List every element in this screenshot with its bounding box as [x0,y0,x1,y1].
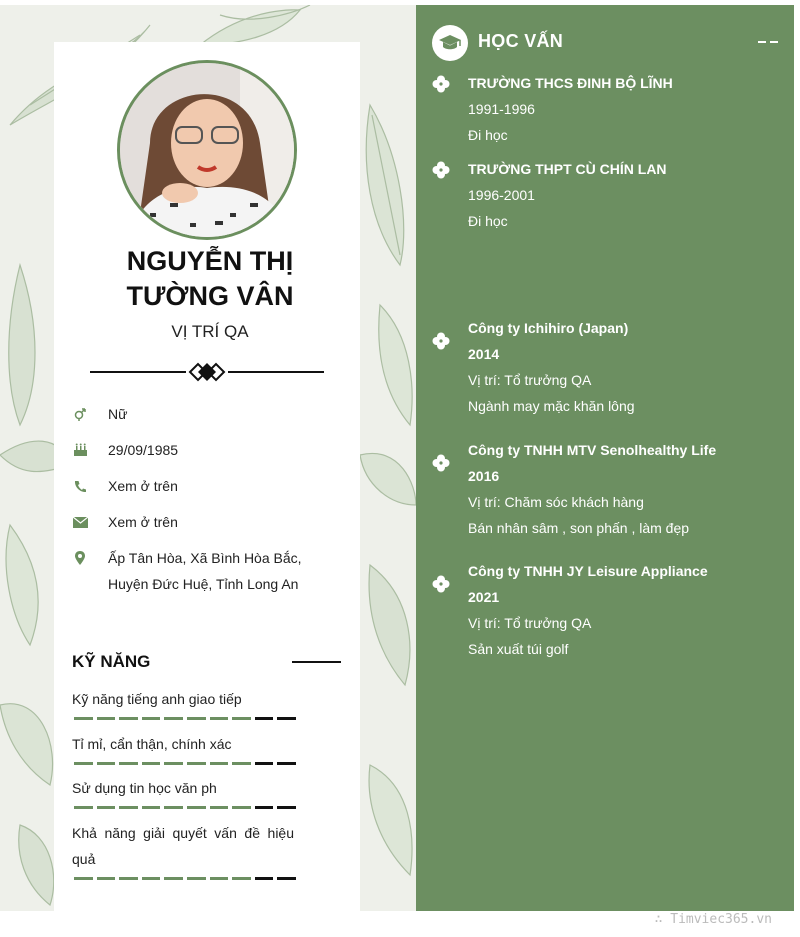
skill-bar-filled-segment [187,717,206,720]
skill-bar-filled-segment [142,762,161,765]
skill-bar-empty-segment [255,717,274,720]
skill-bar-empty-segment [255,877,274,880]
skill-bar [74,717,296,720]
work-role: Vị trí: Tổ trưởng QA [468,372,592,388]
birthday-value: 29/09/1985 [108,442,179,458]
school-years: 1996-2001 [468,187,535,203]
skill-bar-filled-segment [142,806,161,809]
skill-bar-filled-segment [74,717,93,720]
email-value: Xem ở trên [108,514,178,530]
school-note: Đi học [468,213,508,229]
skill-bar [74,806,296,809]
education-entry [468,156,768,234]
work-role: Vị trí: Tổ trưởng QA [468,615,592,631]
clover-bullet-icon [432,75,450,93]
company-name: Công ty TNHH MTV Senolhealthy Life [468,442,717,458]
experience-entry [468,315,768,419]
skill-bar-filled-segment [74,877,93,880]
skill-bar-filled-segment [187,762,206,765]
skill-label: Sử dụng tin học văn ph [72,780,217,796]
education-heading: HỌC VẤN [478,31,564,51]
skill-bar-filled-segment [232,806,251,809]
address-value: Ấp Tân Hòa, Xã Bình Hòa Bắc, Huyện Đức Huệ, Tỉnh Long An [108,550,302,592]
experience-entry [468,437,768,541]
job-position: VỊ TRÍ QA [171,322,249,341]
skill-bar-filled-segment [119,877,138,880]
skill-bar-filled-segment [164,877,183,880]
clover-bullet-icon [432,161,450,179]
skill-bar [74,877,296,880]
work-description: Sản xuất túi golf [468,641,569,657]
skill-bar-filled-segment [232,877,251,880]
skill-bar-filled-segment [142,877,161,880]
skill-bar-filled-segment [119,806,138,809]
school-years: 1991-1996 [468,101,535,117]
company-name: Công ty TNHH JY Leisure Appliance [468,563,708,579]
skill-bar-filled-segment [164,806,183,809]
map-pin-icon [72,545,88,571]
full-name [90,244,330,314]
clover-bullet-icon [432,575,450,593]
skill-bar-filled-segment [164,717,183,720]
skill-bar-filled-segment [97,877,116,880]
skill-bar-empty-segment [277,877,296,880]
clover-bullet-icon [432,454,450,472]
skill-label: Kỹ năng tiếng anh giao tiếp [72,691,242,707]
school-name: TRƯỜNG THCS ĐINH BỘ LĨNH [468,75,673,91]
skill-bar-filled-segment [97,717,116,720]
skill-bar-filled-segment [97,762,116,765]
skill-bar-filled-segment [187,877,206,880]
envelope-icon [72,509,88,535]
school-note: Đi học [468,127,508,143]
skill-bar-filled-segment [164,762,183,765]
phone-icon [72,473,88,499]
right-panel [416,5,794,911]
name-line-2: TƯỜNG VÂN [126,281,294,311]
skill-bar-filled-segment [210,762,229,765]
skill-bar-filled-segment [187,806,206,809]
skill-bar-filled-segment [97,806,116,809]
name-line-1: NGUYỄN THỊ [126,246,294,276]
heading-dash [758,41,778,43]
company-name: Công ty Ichihiro (Japan) [468,320,629,336]
skill-bar [74,762,296,765]
skill-bar-filled-segment [210,877,229,880]
experience-entry [468,558,768,662]
gender-value: Nữ [108,406,128,422]
skill-bar-filled-segment [74,806,93,809]
work-description: Ngành may mặc khăn lông [468,398,635,414]
skills-heading: KỸ NĂNG [72,652,151,671]
skill-bar-empty-segment [277,717,296,720]
skill-bar-filled-segment [232,717,251,720]
birthday-cake-icon [72,437,88,463]
skills-heading-rule [292,661,341,663]
work-year: 2014 [468,346,500,362]
skill-label: Tỉ mỉ, cẩn thận, chính xác [72,736,232,752]
skill-bar-filled-segment [119,717,138,720]
work-role: Vị trí: Chăm sóc khách hàng [468,494,644,510]
skill-bar-filled-segment [232,762,251,765]
skill-bar-empty-segment [277,806,296,809]
skill-bar-filled-segment [74,762,93,765]
education-entry [468,70,768,148]
avatar [117,60,297,240]
clover-bullet-icon [432,332,450,350]
avatar-photo-graphic [120,63,294,237]
skill-bar-empty-segment [255,806,274,809]
gender-icon [72,401,88,427]
watermark: ∴ Timviec365.vn [654,912,772,927]
skill-label: Khả năng giải quyết vấn đề hiệu quả [72,825,294,867]
skill-bar-filled-segment [210,806,229,809]
skill-bar-filled-segment [210,717,229,720]
skill-bar-filled-segment [119,762,138,765]
ornament-divider [90,360,324,384]
graduation-cap-icon [432,25,468,61]
skill-bar-empty-segment [255,762,274,765]
school-name: TRƯỜNG THPT CÙ CHÍN LAN [468,161,667,177]
work-year: 2021 [468,589,500,605]
skill-bar-filled-segment [142,717,161,720]
work-description: Bán nhân sâm , son phấn , làm đẹp [468,520,690,536]
work-year: 2016 [468,468,500,484]
phone-value: Xem ở trên [108,478,178,494]
skill-bar-empty-segment [277,762,296,765]
